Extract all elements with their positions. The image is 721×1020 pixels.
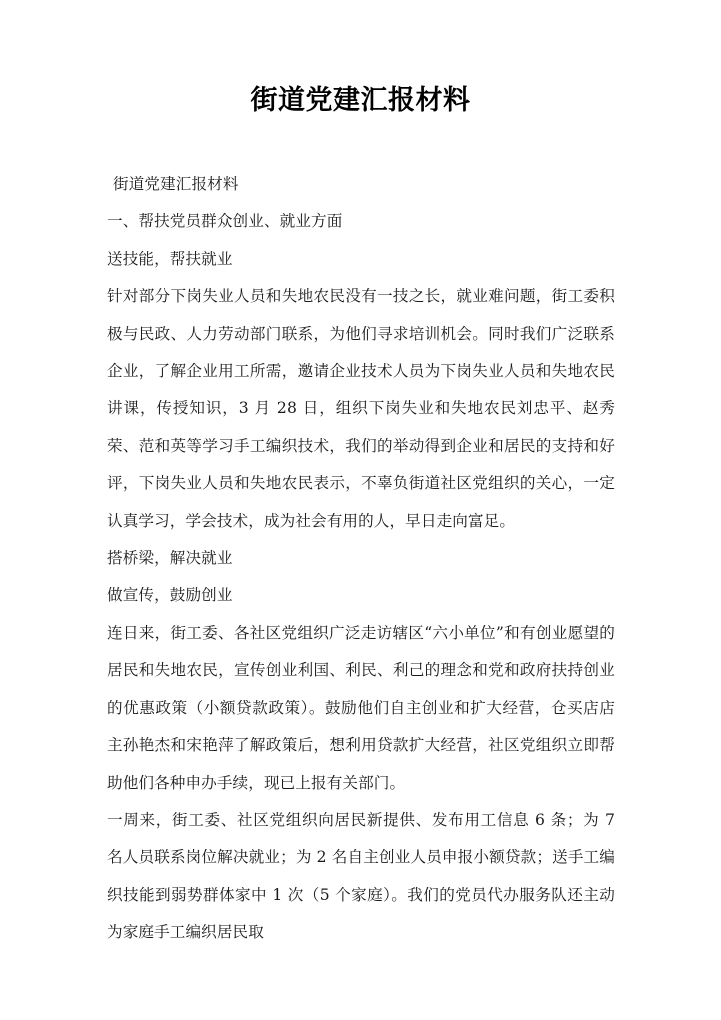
paragraph-promote-body: 连日来，街工委、各社区党组织广泛走访辖区“六小单位”和有创业愿望的居民和失地农民，宣传创业利国、利民、利己的理念和党和政府扶持创业的优惠政策（小额贷款政策）。鼓励他们自主创业和扩大经营，仓买店店主孙艳杰和宋艳萍了解政策后，想利用贷款扩大经营，社区党组织立即帮助他们各种申办手续，现已上报有关部门。	[107, 623, 615, 792]
paragraph-section-one: 一、帮扶党员群众创业、就业方面	[107, 212, 343, 231]
document-body	[107, 166, 621, 952]
paragraph-training-body: 针对部分下岗失业人员和失地农民没有一技之长，就业难问题，街工委积极与民政、人力劳动部门联系，为他们寻求培训机会。同时我们广泛联系企业，了解企业用工所需，邀请企业技术人员为下岗失业人员和失地农民讲课，传授知识，3 月 28 日，组织下岗失业和失地农民刘忠平、赵秀荣、范和英等学习手工编织技术，我们的举动得到企业和居民的支持和好评，下岗失业人员和失地农民表示，不辜负街道社区党组织的关心，一定认真学习，学会技术，成为社会有用的人，早日走向富足。	[107, 287, 615, 530]
paragraph-subheading-promote: 做宣传，鼓励创业	[107, 586, 233, 605]
paragraph-subheading-bridge: 搭桥梁，解决就业	[107, 549, 233, 568]
paragraph-weekly-summary: 一周来，街工委、社区党组织向居民新提供、发布用工信息 6 条；为 7 名人员联系岗位解决就业；为 2 名自主创业人员申报小额贷款；送手工编织技能到弱势群体家中 1 次（5 个家庭）。我们的党员代办服务队还主动为家庭手工编织居民取	[107, 810, 621, 942]
paragraph-heading-repeat: 街道党建汇报材料	[113, 175, 239, 193]
page-title: 街道党建汇报材料	[250, 85, 471, 116]
paragraph-subheading-skills: 送技能，帮扶就业	[107, 249, 233, 268]
